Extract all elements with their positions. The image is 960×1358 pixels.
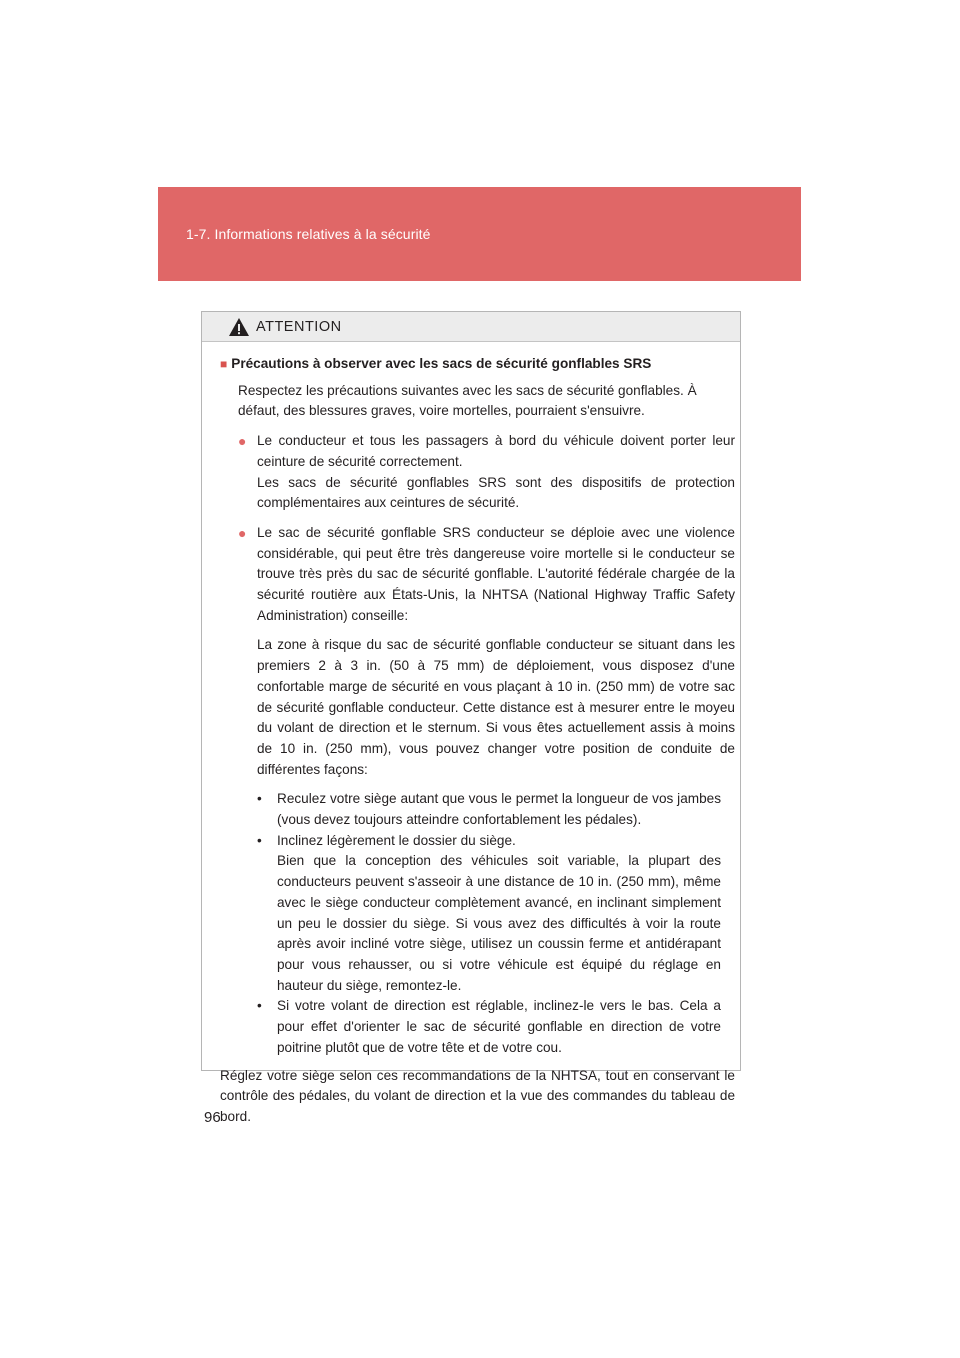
bullet-content xyxy=(257,431,735,514)
sub-list xyxy=(257,789,735,1058)
warning-triangle-icon xyxy=(228,317,250,337)
sub-item-text: Si votre volant de direction est réglable, inclinez-le vers le bas. Cela a pour effet d'orienter le sac de sécurité gonflable en direction de votre poitrine plutôt que de votre tête et de votre cou. xyxy=(277,998,721,1055)
page-number: 96 xyxy=(204,1109,221,1126)
square-bullet-icon: ■ xyxy=(220,357,228,371)
sub-list-item xyxy=(257,851,735,996)
intro-text: Respectez les précautions suivantes avec les sacs de sécurité gonflables. À défaut, des blessures graves, voire mortelles, pourraient s'ensuivre. xyxy=(238,382,697,419)
warning-body xyxy=(202,342,740,1128)
precautions-heading-text: Précautions à observer avec les sacs de sécurité gonflables SRS xyxy=(231,356,652,371)
sub-bullet: • xyxy=(257,832,262,848)
list-item xyxy=(220,431,735,514)
warning-title: ATTENTION xyxy=(256,318,342,335)
list-item xyxy=(220,523,735,1059)
section-header-band xyxy=(158,187,801,281)
precautions-heading xyxy=(220,354,735,375)
sub-bullet: • xyxy=(257,998,262,1014)
sub-list-item xyxy=(257,996,735,1058)
section-title: 1-7. Informations relatives à la sécurité xyxy=(186,226,431,242)
sub-bullet xyxy=(257,851,277,996)
sub-item-text: Reculez votre siège autant que vous le permet la longueur de vos jambes (vous devez toujours atteindre confortablement les pédales). xyxy=(277,791,721,828)
bullet-paragraph: Le conducteur et tous les passagers à bord du véhicule doivent porter leur ceinture de sécurité correctement. xyxy=(257,433,735,469)
bullet-paragraph: La zone à risque du sac de sécurité gonflable conducteur se situant dans les premiers 2 à 3 in. (50 à 75 mm) de déploiement, vous disposez d'une confortable marge de sécurité en vous plaçant à 10 in. (250 mm) de votre sac de sécurité gonflable conducteur. Cette distance est à mesurer entre le moyeu du volant de direction et le sternum. Si vous êtes actuellement assis à moins de 10 in. (250 mm), vous pouvez changer votre position de conduite de différentes façons: xyxy=(257,637,735,777)
bullet-paragraph: Le sac de sécurité gonflable SRS conducteur se déploie avec une violence considérable, qui peut être très dangereuse voire mortelle si le conducteur se trouve très près du sac de sécurité gonflable. L'autorité fédérale chargée de la sécurité routière aux États-Unis, la NHTSA (National Highway Traffic Safety Administration) conseille: xyxy=(257,524,735,623)
sub-bullet: • xyxy=(257,791,262,807)
sub-list-item xyxy=(257,831,735,852)
sub-list-item xyxy=(257,789,735,830)
round-bullet-icon: ● xyxy=(238,433,247,450)
sub-item-text: Inclinez légèrement le dossier du siège. xyxy=(277,832,516,848)
round-bullet-icon: ● xyxy=(238,524,247,541)
warning-header xyxy=(202,312,740,342)
sub-item-text: Bien que la conception des véhicules soit variable, la plupart des conducteurs peuvent s'asseoir à une distance de 10 in. (250 mm), même avec le siège conducteur complètement avancé, en inclinant simplement un peu le dossier du siège. Si vous avez des difficultés à voir la route après avoir incliné votre siège, utilisez un coussin ferme et antidérapant pour vous rehausser, ou si votre véhicule est équipé du réglage en hauteur du siège, remontez-le. xyxy=(277,853,721,993)
bullet-content xyxy=(257,523,735,1059)
bullet-paragraph: Les sacs de sécurité gonflables SRS sont des dispositifs de protection complémentaires aux ceintures de sécurité. xyxy=(257,474,735,511)
closing-text: Réglez votre siège selon ces recommandations de la NHTSA, tout en conservant le contrôle des pédales, du volant de direction et la vue des commandes du tableau de bord. xyxy=(220,1067,735,1124)
